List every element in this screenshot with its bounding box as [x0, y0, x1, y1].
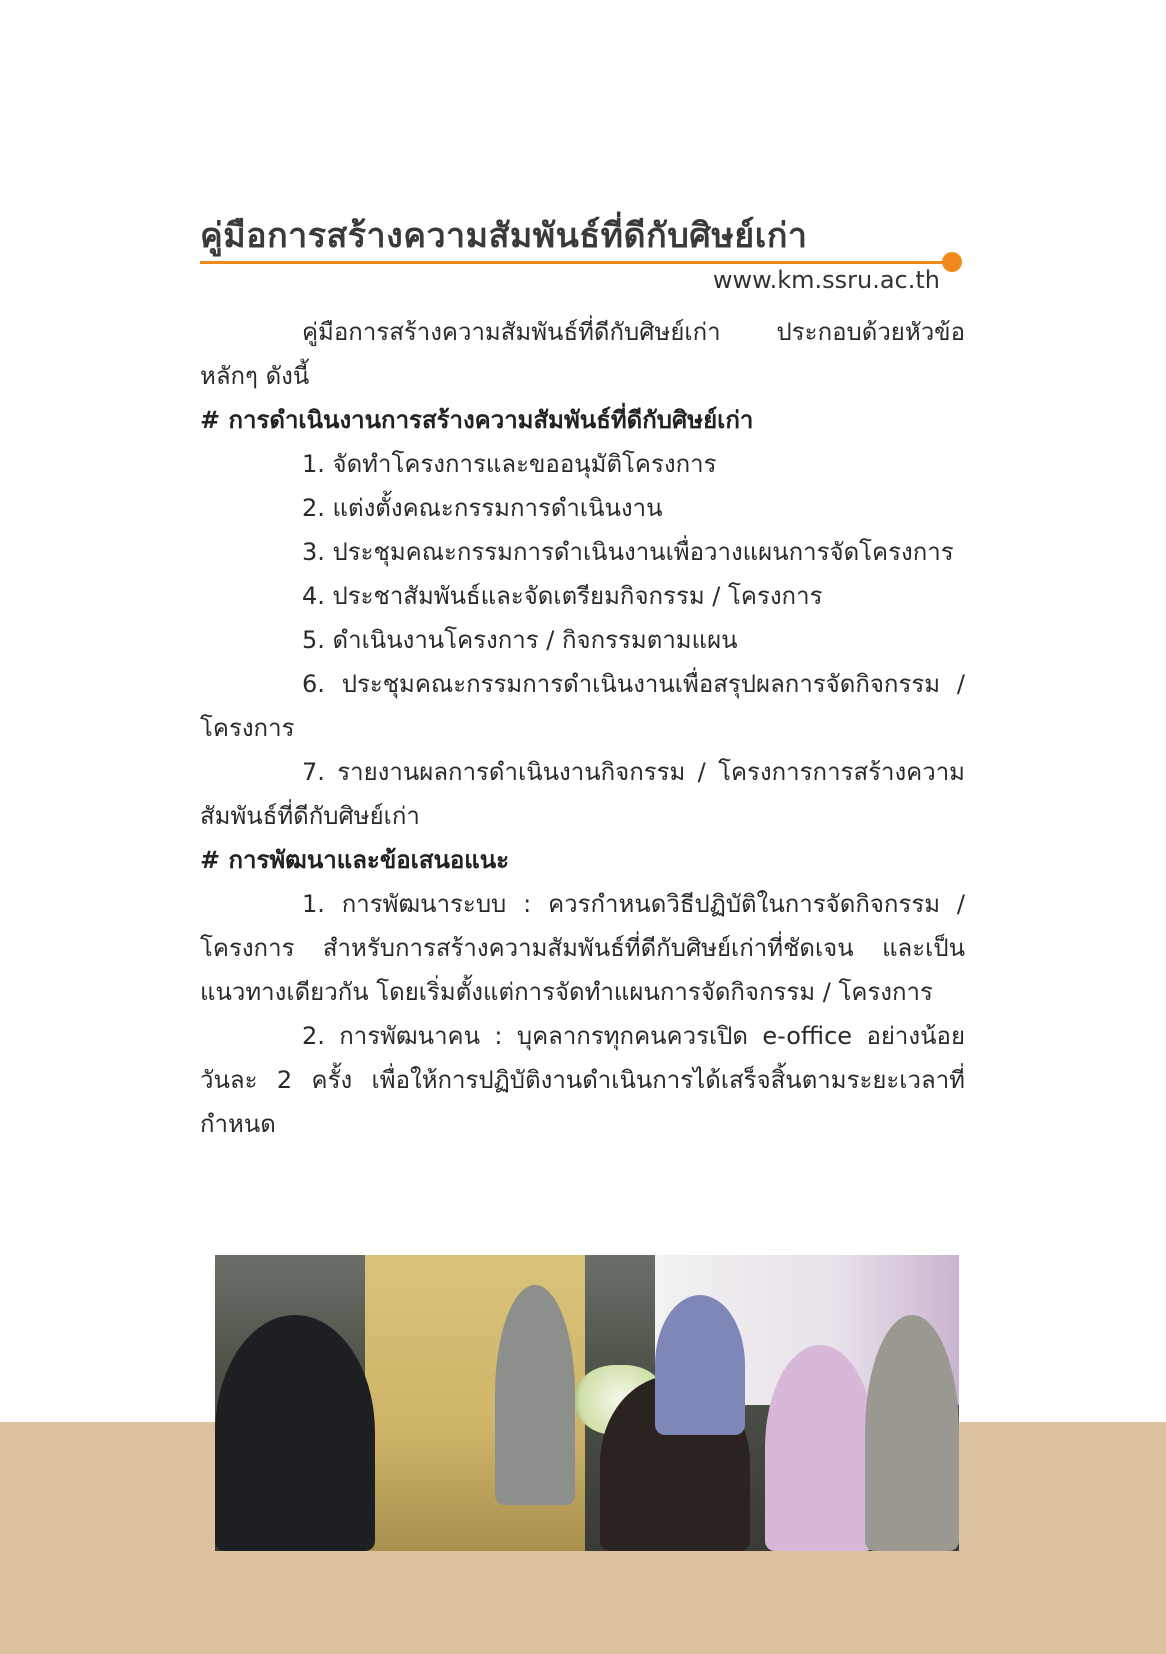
title-accent-dot [942, 252, 962, 272]
photo-person [655, 1295, 745, 1435]
section-heading-operations: # การดำเนินงานการสร้างความสัมพันธ์ที่ดีกับศิษย์เก่า [200, 406, 754, 434]
photo-person [215, 1315, 375, 1551]
document-title: คู่มือการสร้างความสัมพันธ์ที่ดีกับศิษย์เก่า [200, 216, 808, 256]
photo-person [495, 1285, 575, 1505]
event-photo [215, 1255, 959, 1551]
list-item: 5. ดำเนินงานโครงการ / กิจกรรมตามแผน [302, 626, 738, 654]
document-body [200, 310, 965, 1146]
list-item: 2. การพัฒนาคน : บุคลากรทุกคนควรเปิด e-office อย่างน้อย วันละ 2 ครั้ง เพื่อให้การปฏิบัติงานดำเนินการได้เสร็จสิ้นตามระยะเวลาที่กำหนด [200, 1022, 965, 1138]
list-item: 2. แต่งตั้งคณะกรรมการดำเนินงาน [302, 494, 663, 522]
list-item: 4. ประชาสัมพันธ์และจัดเตรียมกิจกรรม / โครงการ [302, 582, 823, 610]
list-item: 7. รายงานผลการดำเนินงานกิจกรรม / โครงการการสร้างความสัมพันธ์ที่ดีกับศิษย์เก่า [200, 758, 965, 830]
photo-person [865, 1315, 959, 1551]
site-url: www.km.ssru.ac.th [712, 266, 940, 294]
title-underline [200, 261, 948, 264]
intro-paragraph: คู่มือการสร้างความสัมพันธ์ที่ดีกับศิษย์เก่า ประกอบด้วยหัวข้อหลักๆ ดังนี้ [200, 318, 965, 390]
photo-person [765, 1345, 875, 1551]
list-item: 6. ประชุมคณะกรรมการดำเนินงานเพื่อสรุปผลการจัดกิจกรรม / โครงการ [200, 670, 965, 742]
list-item: 1. การพัฒนาระบบ : ควรกำหนดวิธีปฏิบัติในการจัดกิจกรรม / โครงการ สำหรับการสร้างความสัมพันธ์ที่ดีกับศิษย์เก่าที่ชัดเจน และเป็นแนวทางเดียวกัน โดยเริ่มตั้งแต่การจัดทำแผนการจัดกิจกรรม / โครงการ [200, 890, 965, 1006]
section-heading-development: # การพัฒนาและข้อเสนอแนะ [200, 846, 510, 874]
list-item: 1. จัดทำโครงการและขออนุมัติโครงการ [302, 450, 717, 478]
list-item: 3. ประชุมคณะกรรมการดำเนินงานเพื่อวางแผนการจัดโครงการ [302, 538, 954, 566]
